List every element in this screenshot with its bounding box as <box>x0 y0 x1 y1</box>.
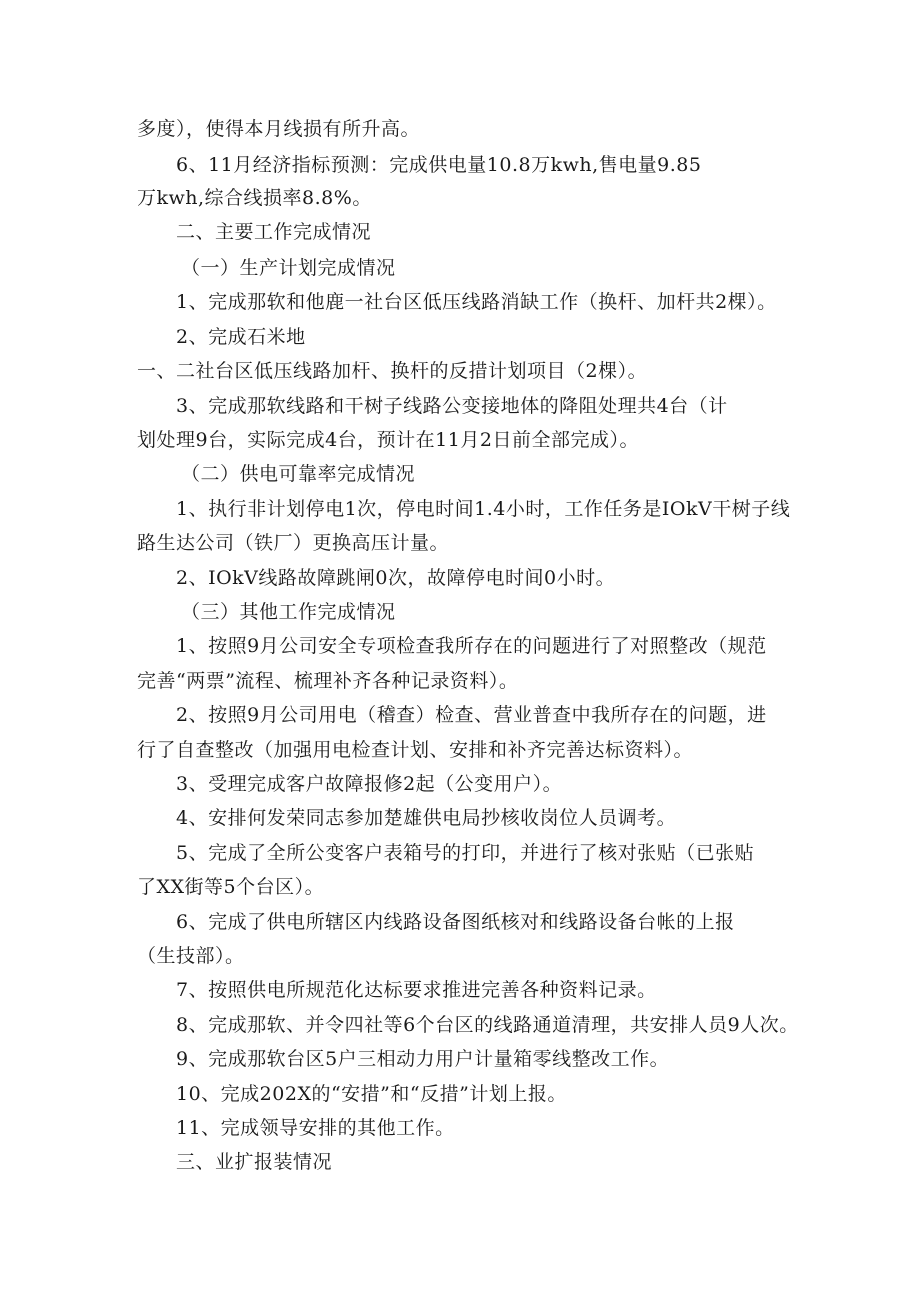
text-line: 2、IOkV线路故障跳闸0次，故障停电时间0小时。 <box>176 567 616 589</box>
subsection-heading: （二）供电可靠率完成情况 <box>181 463 416 485</box>
section-heading: 二、主要工作完成情况 <box>176 221 372 243</box>
text-line: 划处理9台，实际完成4台，预计在11月2日前全部完成）。 <box>137 429 639 451</box>
text-line: 了XX街等5个台区）。 <box>137 876 325 898</box>
text-line: 2、完成石米地 <box>176 326 306 348</box>
text-line: 9、完成那软台区5户三相动力用户计量箱零线整改工作。 <box>176 1048 670 1070</box>
text-line: 6、11月经济指标预测：完成供电量10.8万kwh,售电量9.85 <box>176 154 702 176</box>
subsection-heading: （一）生产计划完成情况 <box>181 257 396 279</box>
text-line: 一、二社台区低压线路加杆、换杆的反措计划项目（2棵）。 <box>137 360 648 382</box>
text-line: 8、完成那软、并令四社等6个台区的线路通道清理，共安排人员9人次。 <box>176 1014 799 1036</box>
text-line: 6、完成了供电所辖区内线路设备图纸核对和线路设备台帐的上报 <box>176 911 735 933</box>
text-line: 11、完成领导安排的其他工作。 <box>176 1117 455 1139</box>
section-heading: 三、业扩报装情况 <box>176 1151 333 1173</box>
text-line: 5、完成了全所公变客户表箱号的打印，并进行了核对张贴（已张贴 <box>176 842 755 864</box>
text-line: 万kwh,综合线损率8.8%。 <box>137 187 372 209</box>
text-line: 行了自查整改（加强用电检查计划、安排和补齐完善达标资料）。 <box>137 739 694 761</box>
text-line: （生技部）。 <box>137 945 245 967</box>
text-line: 3、受理完成客户故障报修2起（公变用户）。 <box>176 773 563 795</box>
text-line: 3、完成那软线路和干树子线路公变接地体的降阻处理共4台（计 <box>176 395 728 417</box>
text-line: 1、完成那软和他鹿一社台区低压线路消缺工作（换杆、加杆共2棵）。 <box>176 291 777 313</box>
text-line: 路生达公司（铁厂）更换高压计量。 <box>137 532 450 554</box>
text-line: 10、完成202X的“安措”和“反措”计划上报。 <box>176 1083 567 1105</box>
text-line: 4、安排何发荣同志参加楚雄供电局抄核收岗位人员调考。 <box>176 807 677 829</box>
text-line: 1、按照9月公司安全专项检查我所存在的问题进行了对照整改（规范 <box>176 635 767 657</box>
text-line: 多度），使得本月线损有所升高。 <box>137 118 421 140</box>
subsection-heading: （三）其他工作完成情况 <box>181 601 396 623</box>
text-line: 完善“两票”流程、梳理补齐各种记录资料）。 <box>137 670 519 692</box>
text-line: 2、按照9月公司用电（稽查）检查、营业普查中我所存在的问题，进 <box>176 704 767 726</box>
text-line: 1、执行非计划停电1次，停电时间1.4小时，工作任务是IOkV干树子线 <box>176 498 791 520</box>
text-line: 7、按照供电所规范化达标要求推进完善各种资料记录。 <box>176 979 657 1001</box>
